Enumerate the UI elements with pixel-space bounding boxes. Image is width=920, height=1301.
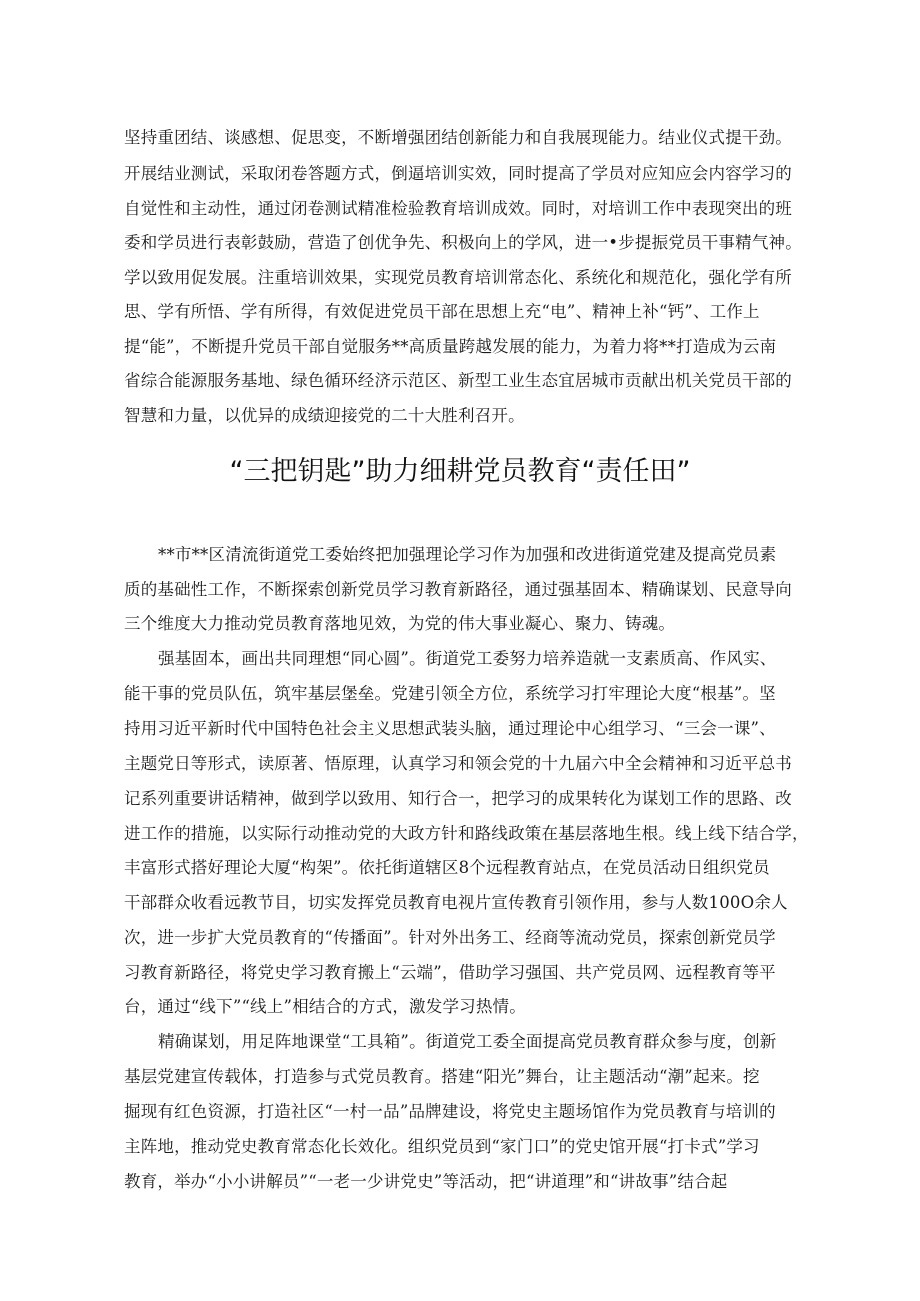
text-line: 习教育新路径，将党史学习教育搬上“云端”，借助学习强国、共产党员网、远程教育等平 [124, 963, 776, 982]
text-line: 学以致用促发展。注重培训效果，实现党员教育培训常态化、系统化和规范化，强化学有所 [124, 268, 792, 287]
text-line: 掘现有红色资源，打造社区“一村一品”品牌建设，将党史主题场馆作为党员教育与培训的 [124, 1102, 776, 1121]
text-line: 次，进一步扩大党员教育的“传播面”。针对外出务工、经商等流动党员，探索创新党员学 [124, 928, 776, 947]
text-line: 坚持重团结、谈感想、促思变，不断增强团结创新能力和自我展现能力。结业仪式提干劲。 [124, 128, 792, 147]
text-line: 主题党日等形式，读原著、悟原理，认真学习和领会党的十九届六中全会精神和习近平总书 [124, 754, 792, 773]
text-line: 基层党建宣传载体，打造参与式党员教育。搭建“阳光”舞台，让主题活动“潮”起来。挖 [124, 1067, 760, 1086]
text-line: 能干事的党员队伍，筑牢基层堡垒。党建引领全方位，系统学习打牢理论大度“根基”。坚 [124, 684, 776, 703]
text-line: 强基固本，画出共同理想“同心圆”。街道党工委努力培养造就一支素质高、作风实、 [158, 649, 777, 668]
text-line: 主阵地，推动党史教育常态化长效化。组织党员到“家门口”的党史馆开展“打卡式”学习 [124, 1137, 760, 1156]
text-line: 教育，举办“小小讲解员”“一老一少讲党史”等活动，把“讲道理”和“讲故事”结合起 [124, 1172, 728, 1191]
article-title: “三把钥匙”助力细耕党员教育“责任田” [229, 456, 691, 487]
text-line: 开展结业测试，采取闭卷答题方式，倒逼培训实效，同时提高了学员对应知应会内容学习的 [124, 164, 792, 183]
text-line: 提“能”，不断提升党员干部自觉服务**高质量跨越发展的能力，为着力将**打造成为云南 [124, 337, 777, 356]
text-line: 记系列重要讲话精神，做到学以致用、知行合一，把学习的成果转化为谋划工作的思路、改 [124, 789, 792, 808]
text-line: **市**区清流街道党工委始终把加强理论学习作为加强和改进街道党建及提高党员素 [158, 545, 777, 564]
text-line: 丰富形式搭好理论大厦“构架”。依托街道辖区8个远程教育站点，在党员活动日组织党员 [124, 858, 770, 877]
text-line: 进工作的措施，以实际行动推动党的大政方针和路线政策在基层落地生根。线上线下结合学， [124, 824, 809, 843]
text-line: 委和学员进行表彰鼓励，营造了创优争先、积极向上的学风，进一•步提振党员干事精气神。 [124, 233, 802, 252]
text-line: 三个维度大力推动党员教育落地见效，为党的伟大事业凝心、聚力、铸魂。 [124, 614, 676, 633]
text-line: 干部群众收看远教节目，切实发挥党员教育电视片宣传教育引领作用，参与人数100O余人 [124, 893, 788, 912]
text-line: 智慧和力量，以优异的成绩迎接党的二十大胜利召开。 [124, 406, 525, 425]
text-line: 持用习近平新时代中国特色社会主义思想武装头脑，通过理论中心组学习、“三会一课”、 [124, 719, 776, 738]
text-line: 自觉性和主动性，通过闭卷测试精准检验教育培训成效。同时，对培训工作中表现突出的班 [124, 199, 792, 218]
text-line: 省综合能源服务基地、绿色循环经济示范区、新型工业生态宜居城市贡献出机关党员干部的 [124, 371, 792, 390]
text-line: 质的基础性工作，不断探索创新党员学习教育新路径，通过强基固本、精确谋划、民意导向 [124, 580, 792, 599]
text-line: 思、学有所悟、学有所得，有效促进党员干部在思想上充“电”、精神上补“钙”、工作上 [124, 302, 760, 321]
text-line: 精确谋划，用足阵地课堂“工具箱”。街道党工委全面提高党员教育群众参与度，创新 [158, 1032, 777, 1051]
text-line: 台，通过“线下”“线上”相结合的方式，激发学习热情。 [124, 997, 526, 1016]
